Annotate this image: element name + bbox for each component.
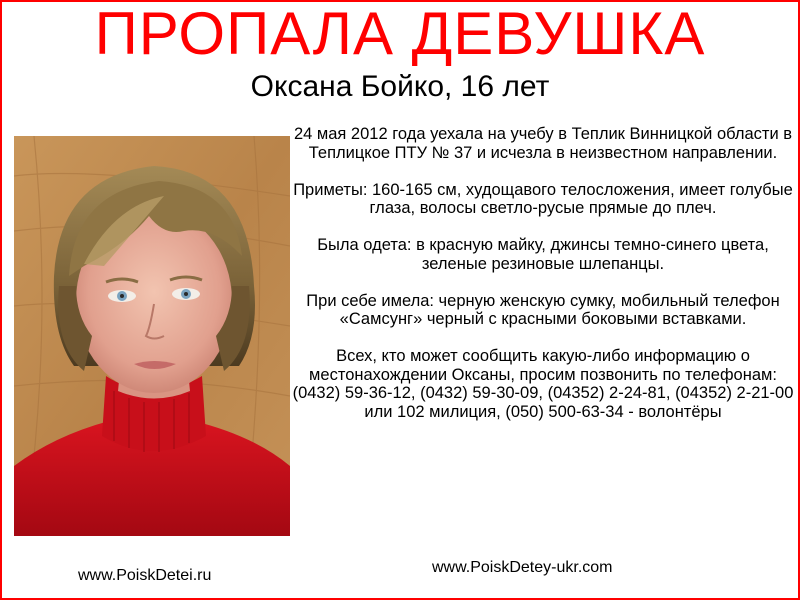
portrait-photo [14, 136, 290, 536]
missing-person-name: Оксана Бойко, 16 лет [250, 70, 550, 103]
website-link-poiskdetei[interactable]: www.PoiskDetei.ru [78, 567, 212, 584]
belongings-paragraph: При себе имела: черную женскую сумку, мобильный телефон «Самсунг» черный с красными боковыми вставками. [306, 291, 780, 328]
portrait-photo-icon [14, 136, 290, 536]
appearance-paragraph: Приметы: 160-165 см, худощавого телосложения, имеет голубые глаза, волосы светло-русые прямые до плеч. [293, 180, 793, 217]
website-link-poiskdetey-ukr[interactable]: www.PoiskDetey-ukr.com [432, 559, 613, 576]
contact-paragraph: Всех, кто может сообщить какую-либо информацию о местонахождении Оксаны, просим позвонить по телефонам: (0432) 59-36-12, (0432) 59-30-09, (04352) 2-24-81, (04352) 2-21-00 или 102 милиция, (050) 500-63-34 - волонтёры [292, 347, 794, 421]
clothing-paragraph: Была одета: в красную майку, джинсы темно-синего цвета, зеленые резиновые шлепанцы. [317, 236, 769, 273]
poster-title: ПРОПАЛА ДЕВУШКА [94, 0, 706, 67]
description-block [292, 125, 794, 440]
disappearance-paragraph: 24 мая 2012 года уехала на учебу в Теплик Винницкой области в Теплицкое ПТУ № 37 и исчезла в неизвестном направлении. [293, 125, 793, 162]
